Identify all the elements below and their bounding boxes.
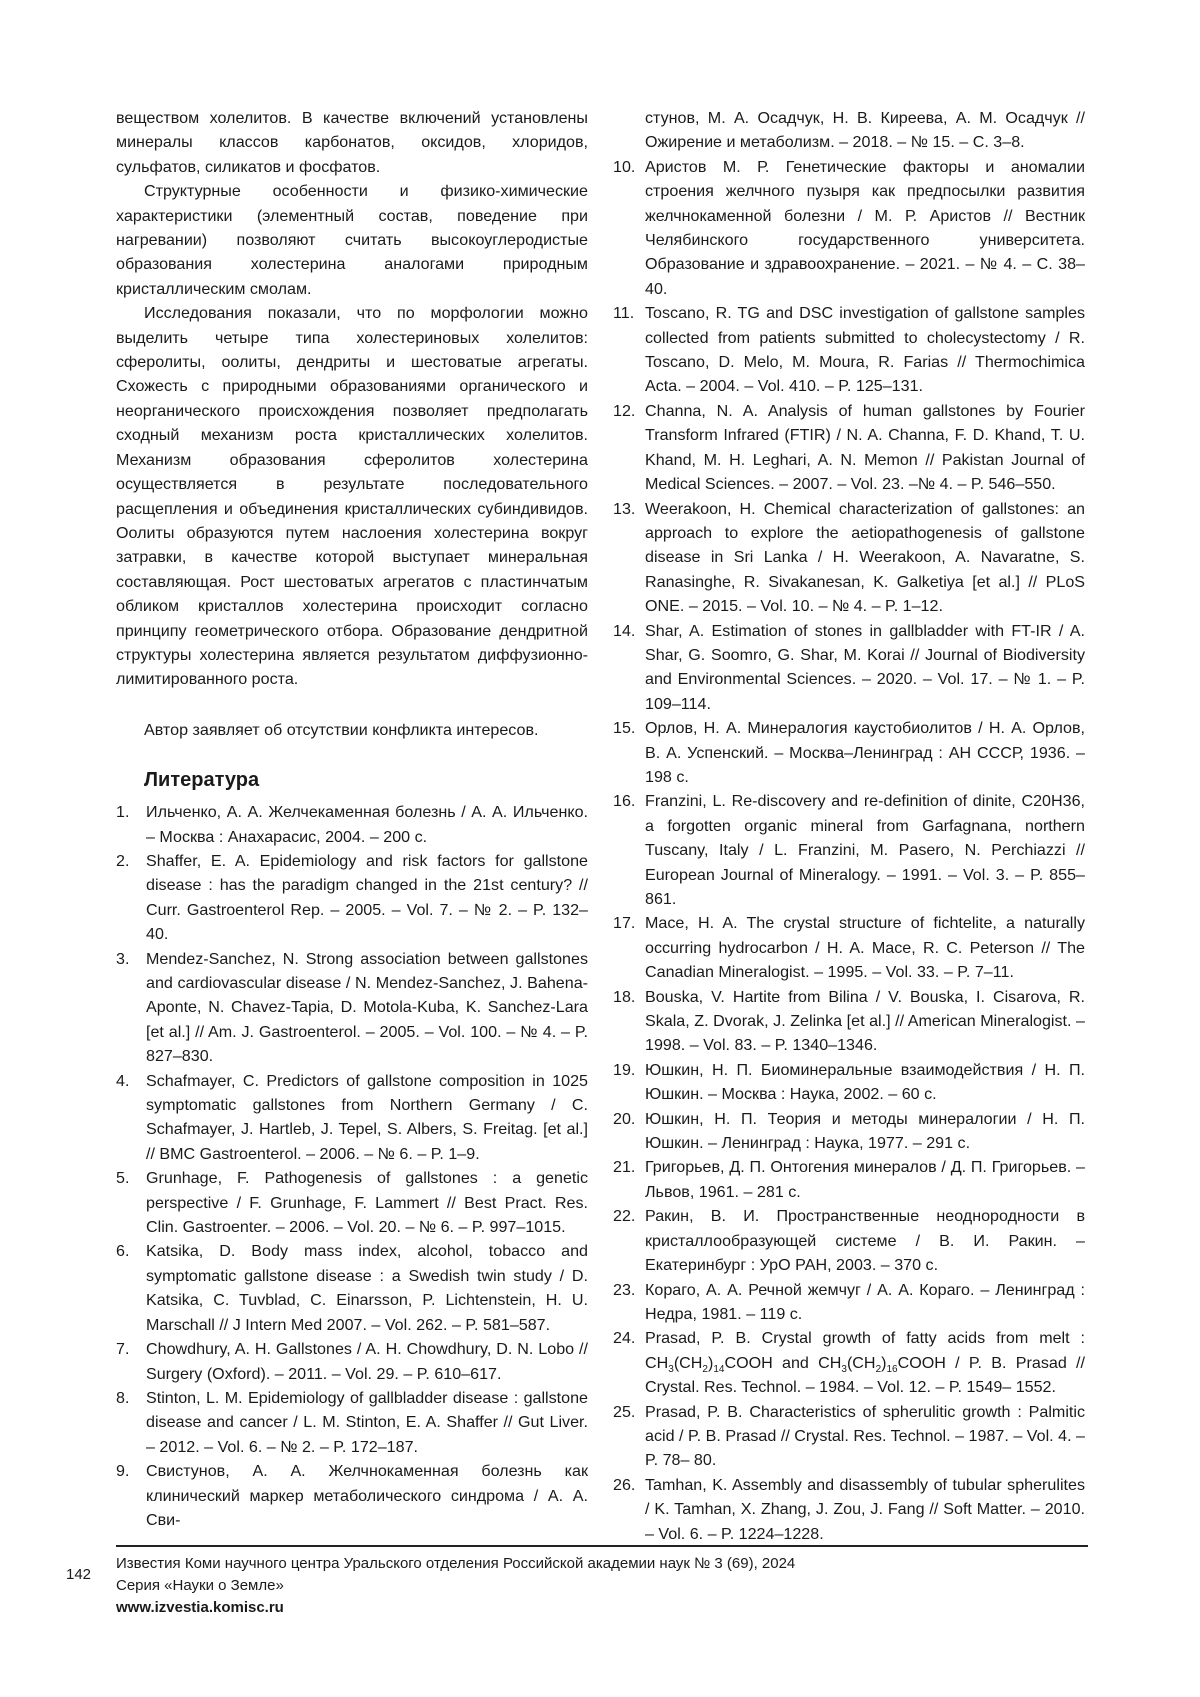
reference-number: 23.: [613, 1280, 636, 1299]
reference-number: 8.: [116, 1388, 130, 1407]
reference-item-formula: [613, 1326, 1085, 1399]
ref-text-part: Prasad, P. B. Crystal growth of fatty acids from melt : CH: [645, 1329, 1085, 1372]
reference-item: [613, 1400, 1085, 1473]
reference-text: Channa, N. A. Analysis of human gallstones by Fourier Transform Infrared (FTIR) / N. A. Channa, F. D. Khand, T. U. Khand, M. H. Leghari, A. N. Memon // Pakistan Journal of Medical Sciences. – 2007. – Vol. 23. –№ 4. – P. 546–550.: [645, 401, 1085, 494]
reference-number: 11.: [613, 304, 635, 323]
body-paragraph-3: Исследования показали, что по морфологии можно выделить четыре типа холестериновых холелитов: сферолиты, оолиты, дендриты и шестоватые агрегаты. Схожесть с природными образованиями органического и неорганического происхождения позволяет предполагать сходный механизм роста кристаллических холелитов. Механизм образования сферолитов холестерина осуществляется в результате последовательного расщепления и объединения кристаллических субиндивидов. Оолиты образуются путем наслоения холестерина вокруг затравки, в качестве которой выступает минеральная составляющая. Рост шестоватых агрегатов с пластинчатым обликом кристаллов холестерина происходит согласно принципу геометрического отбора. Образование дендритной структуры холестерина является результатом диффузионно-лимитированного роста.: [116, 304, 588, 689]
reference-text: Ильченко, А. А. Желчекаменная болезнь / А. А. Ильченко. – Москва : Анахарасис, 2004. – 200 с.: [146, 803, 588, 846]
body-paragraph-2: Структурные особенности и физико-химические характеристики (элементный состав, поведение при нагревании) позволяют считать высокоуглеродистые образования холестерина аналогами природным кристаллическим смолам.: [116, 182, 588, 298]
reference-number: 9.: [116, 1462, 130, 1481]
reference-item: [613, 911, 1085, 984]
ref-text-part: ): [707, 1353, 714, 1372]
reference-item: [116, 1069, 588, 1167]
reference-number: 13.: [613, 499, 636, 518]
reference-text: Юшкин, Н. П. Биоминеральные взаимодействия / Н. П. Юшкин. – Москва : Наука, 2002. – 60 с.: [645, 1060, 1085, 1104]
reference-item: [116, 1337, 588, 1386]
reference-number: 5.: [116, 1169, 130, 1188]
reference-item: [613, 155, 1085, 301]
reference-text: Toscano, R. TG and DSC investigation of gallstone samples collected from patients submitted to cholecystectomy / R. Toscano, D. Melo, M. Moura, R. Farias // Thermochimica Acta. – 2004. – Vol. 410. – P. 125–131.: [645, 304, 1085, 396]
reference-item: [116, 1386, 588, 1459]
reference-number: 26.: [613, 1475, 636, 1494]
right-column: [613, 106, 1085, 1546]
reference-number: 15.: [613, 719, 636, 738]
reference-number: 2.: [116, 851, 130, 870]
reference-number: 24.: [613, 1329, 636, 1348]
reference-text: Katsika, D. Body mass index, alcohol, tobacco and symptomatic gallstone disease : a Swedish twin study / D. Katsika, C. Tuvblad, C. Einarsson, P. Lichtenstein, H. U. Marschall // J Intern Med 2007. – Vol. 262. – P. 581–587.: [146, 1242, 588, 1334]
reference-text: Schafmayer, C. Predictors of gallstone composition in 1025 symptomatic gallstones from Northern Germany / C. Schafmayer, J. Hartleb, J. Tepel, S. Albers, S. Freitag. [et al.] // BMC Gastroenterol. – 2006. – № 6. – P. 1–9.: [146, 1071, 588, 1163]
reference-number: 10.: [613, 157, 636, 176]
reference-item: [116, 849, 588, 947]
ref-text-part: ): [881, 1353, 887, 1372]
reference-number: 4.: [116, 1071, 130, 1090]
subscript: 14: [713, 1363, 725, 1375]
reference-text: Stinton, L. M. Epidemiology of gallbladder disease : gallstone disease and cancer / L. M. Stinton, E. A. Shaffer // Gut Liver. – 2012. – Vol. 6. – № 2. – P. 172–187.: [146, 1388, 588, 1456]
reference-number: 18.: [613, 987, 636, 1006]
ref-text-part: COOH and CH: [724, 1353, 842, 1372]
reference-item: [613, 619, 1085, 717]
journal-url: www.izvestia.komisc.ru: [116, 1599, 284, 1616]
reference-number: 17.: [613, 914, 636, 933]
reference-number: 6.: [116, 1242, 130, 1261]
reference-list-right: [613, 106, 1085, 1546]
subscript: 2: [702, 1363, 708, 1375]
reference-number: 3.: [116, 949, 130, 968]
reference-text: Кораго, А. А. Речной жемчуг / А. А. Кораго. – Ленинград : Недра, 1981. – 119 с.: [645, 1280, 1085, 1323]
reference-text: Bouska, V. Hartite from Bilina / V. Bouska, I. Cisarova, R. Skala, Z. Dvorak, J. Zelinka [et al.] // American Mineralogist. – 1998. – Vol. 83. – P. 1340–1346.: [645, 987, 1085, 1055]
body-paragraph-1: веществом холелитов. В качестве включений установлены минералы классов карбонатов, оксидов, хлоридов, сульфатов, силикатов и фосфатов.: [116, 109, 588, 176]
reference-number: 19.: [613, 1060, 636, 1079]
reference-text: Franzini, L. Re-discovery and re-definition of dinite, C20H36, a forgotten organic mineral from Garfagnana, northern Tuscany, Italy / L. Franzini, M. Pasero, N. Perchiazzi // European Journal of Mineralogy. – 1991. – Vol. 3. – P. 855–861.: [645, 792, 1085, 908]
reference-text: Ракин, В. И. Пространственные неоднородности в кристаллообразующей системе / В. И. Ракин. – Екатеринбург : УрО РАН, 2003. – 370 с.: [645, 1207, 1085, 1275]
ref-text-part: COOH / P. B. Prasad // Crystal. Res. Technol. – 1984. – Vol. 12. – P. 1549– 1552.: [645, 1353, 1085, 1397]
subscript: 3: [841, 1363, 847, 1375]
reference-text: Mendez-Sanchez, N. Strong association between gallstones and cardiovascular disease / N. Mendez-Sanchez, J. Bahena-Aponte, N. Chavez-Tapia, D. Motola-Kuba, K. Sanchez-Lara [et al.] // Am. J. Gastroenterol. – 2005. – Vol. 100. – № 4. – P. 827–830.: [146, 949, 588, 1066]
reference-item: [116, 947, 588, 1069]
reference-item: [613, 1107, 1085, 1156]
reference-item: [613, 1473, 1085, 1546]
subscript: 16: [886, 1363, 898, 1375]
journal-series: Серия «Науки о Земле»: [116, 1577, 284, 1594]
reference-number: 7.: [116, 1340, 130, 1359]
reference-text: Григорьев, Д. П. Онтогения минералов / Д. П. Григорьев. – Львов, 1961. – 281 с.: [645, 1158, 1085, 1201]
reference-text: Grunhage, F. Pathogenesis of gallstones : a genetic perspective / F. Grunhage, F. Lammert // Best Pract. Res. Clin. Gastroenter. – 2006. – Vol. 20. – № 6. – P. 997–1015.: [146, 1169, 588, 1237]
reference-text: Юшкин, Н. П. Теория и методы минералогии / Н. П. Юшкин. – Ленинград : Наука, 1977. – 291 с.: [645, 1109, 1085, 1153]
reference-text: Prasad, P. B. Characteristics of spherulitic growth : Palmitic acid / P. B. Prasad // Crystal. Res. Technol. – 1987. – Vol. 4. – P. 78– 80.: [645, 1402, 1085, 1470]
ref-text-part: (CH: [846, 1353, 876, 1372]
reference-number: 25.: [613, 1402, 636, 1421]
reference-item: [613, 1155, 1085, 1204]
reference-item: [613, 985, 1085, 1058]
reference-text: Орлов, Н. А. Минералогия каустобиолитов / Н. А. Орлов, В. А. Успенский. – Москва–Ленинград : АН СССР, 1936. – 198 с.: [645, 719, 1085, 786]
reference-text: Tamhan, K. Assembly and disassembly of tubular spherulites / K. Tamhan, X. Zhang, J. Zou, J. Fang // Soft Matter. – 2010. – Vol. 6. – P. 1224–1228.: [645, 1475, 1085, 1543]
reference-text: [645, 1329, 1085, 1396]
conflict-statement: Автор заявляет об отсутствии конфликта интересов.: [144, 720, 539, 739]
reference-item: [613, 1058, 1085, 1107]
reference-text: Свистунов, А. А. Желчнокаменная болезнь как клинический маркер метаболического синдрома / А. А. Сви-: [146, 1462, 588, 1529]
reference-item: [613, 1204, 1085, 1277]
reference-text: Mace, H. A. The crystal structure of fichtelite, a naturally occurring hydrocarbon / H. A. Mace, R. C. Peterson // The Canadian Mineralogist. – 1995. – Vol. 33. – P. 7–11.: [645, 914, 1085, 982]
reference-text: Shar, A. Estimation of stones in gallbladder with FT-IR / A. Shar, G. Soomro, G. Shar, M. Korai // Journal of Biodiversity and Environmental Sciences. – 2020. – Vol. 17. – № 1. – P. 109–114.: [645, 621, 1085, 713]
subscript: 3: [668, 1363, 674, 1375]
reference-text: Аристов М. Р. Генетические факторы и аномалии строения желчного пузыря как предпосылки развития желчнокаменной болезни / М. Р. Аристов // Вестник Челябинского государственного университета. Образование и здравоохранение. – 2021. – № 4. – С. 38–40.: [645, 157, 1085, 298]
reference-number: 12.: [613, 401, 636, 420]
page-number: 142: [66, 1566, 92, 1583]
reference-list-left: [116, 800, 588, 1532]
reference-item: [613, 716, 1085, 789]
footer-divider: [116, 1545, 1088, 1547]
left-column: [116, 106, 588, 1532]
reference-item: [116, 1239, 588, 1337]
reference-item: [613, 789, 1085, 911]
ref-text-part: (CH: [673, 1353, 703, 1372]
reference-number: 21.: [613, 1158, 636, 1177]
literature-heading: Литература: [144, 769, 260, 792]
reference-item: [613, 399, 1085, 497]
reference-continuation: стунов, М. А. Осадчук, Н. В. Киреева, А. М. Осадчук // Ожирение и метаболизм. – 2018. – № 15. – С. 3–8.: [645, 109, 1085, 152]
reference-text: Shaffer, E. A. Epidemiology and risk factors for gallstone disease : has the paradigm changed in the 21st century? // Curr. Gastroenterol Rep. – 2005. – Vol. 7. – № 2. – P. 132–40.: [146, 851, 588, 944]
page-footer: [116, 1553, 795, 1619]
reference-text: Chowdhury, A. H. Gallstones / A. H. Chowdhury, D. N. Lobo // Surgery (Oxford). – 2011. – Vol. 29. – P. 610–617.: [146, 1340, 588, 1383]
journal-title: Известия Коми научного центра Уральского отделения Российской академии наук № 3 (69), 2024: [116, 1555, 796, 1572]
reference-item: [116, 1459, 588, 1532]
reference-item: [116, 1166, 588, 1239]
reference-number: 1.: [116, 803, 130, 822]
reference-number: 22.: [613, 1207, 636, 1226]
reference-number: 16.: [613, 792, 636, 811]
reference-item: [613, 497, 1085, 619]
reference-number: 14.: [613, 621, 636, 640]
reference-number: 20.: [613, 1109, 636, 1128]
reference-item: [613, 1278, 1085, 1327]
reference-text: Weerakoon, H. Chemical characterization of gallstones: an approach to explore the aetiopathogenesis of gallstone disease in Sri Lanka / H. Weerakoon, A. Navaratne, S. Ranasinghe, R. Sivakanesan, K. Galketiya [et al.] // PLoS ONE. – 2015. – Vol. 10. – № 4. – P. 1–12.: [645, 499, 1085, 616]
subscript: 2: [875, 1363, 882, 1375]
reference-item: [613, 301, 1085, 399]
reference-item: [116, 800, 588, 849]
